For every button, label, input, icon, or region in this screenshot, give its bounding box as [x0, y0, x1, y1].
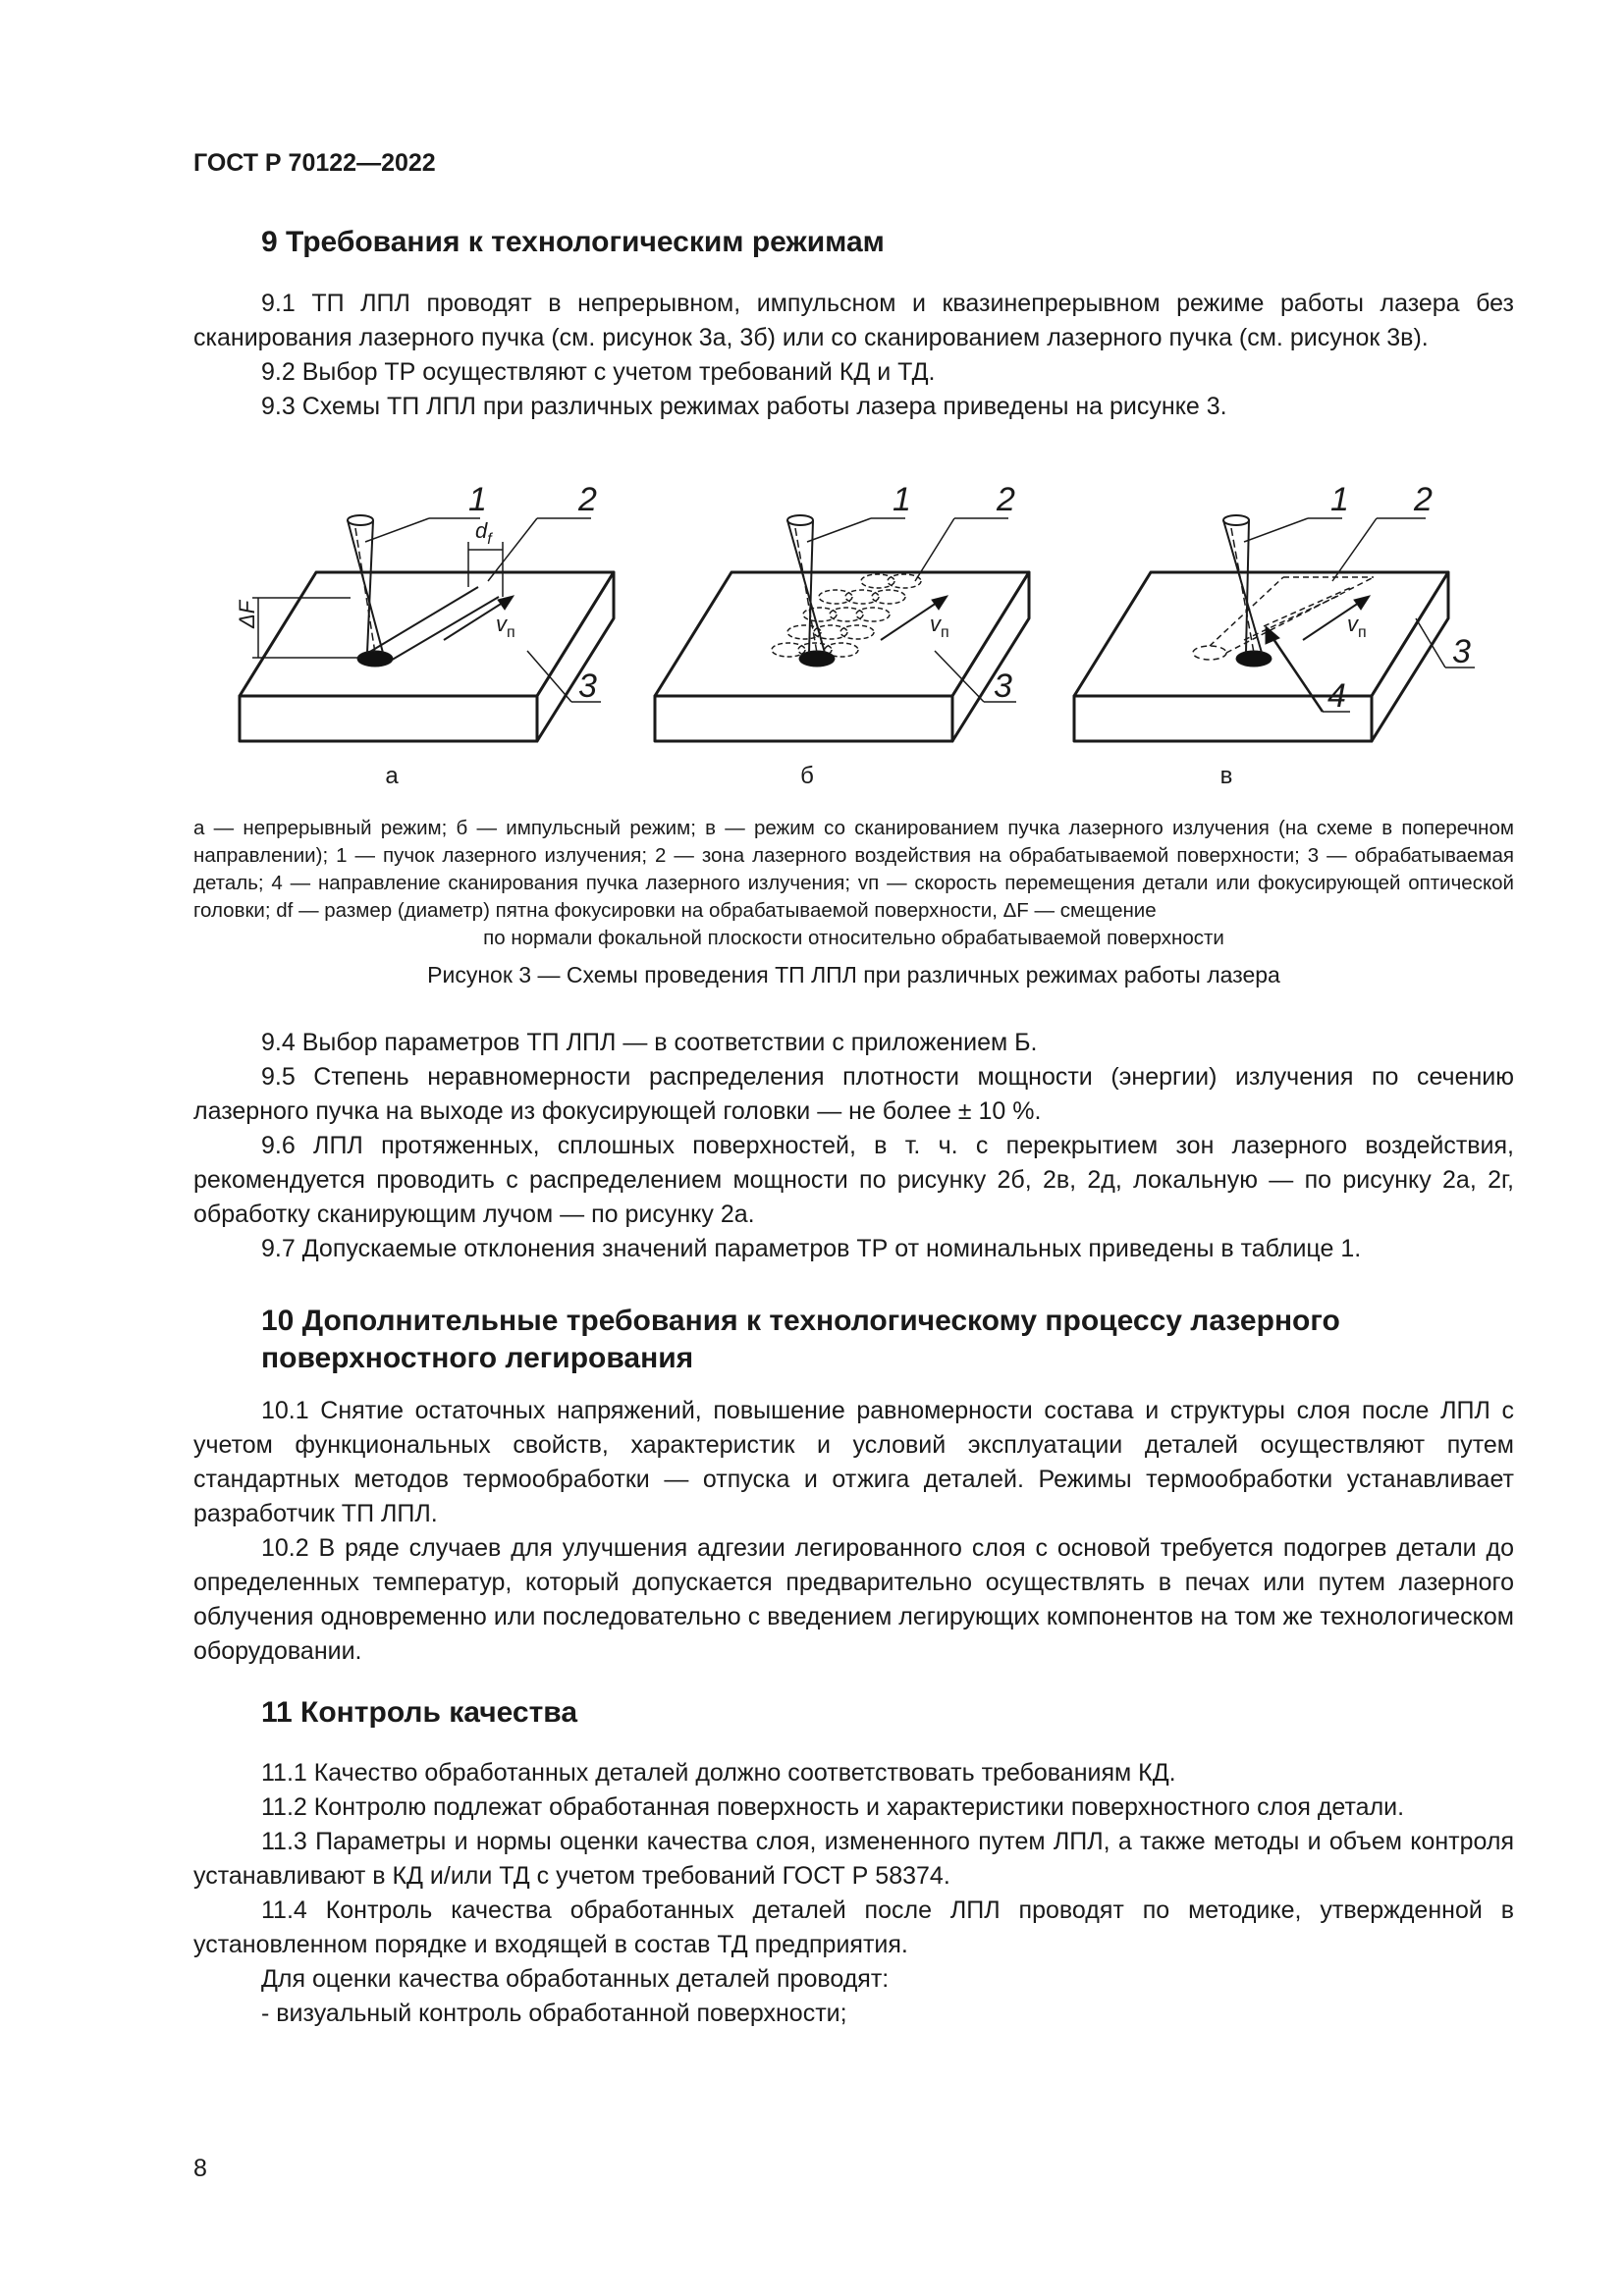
section-11-paragraphs [193, 1756, 1514, 2031]
section-10-title-line-1: 10 Дополнительные требования к технологическому процессу лазерного [261, 1305, 1340, 1337]
section-9-paragraphs-bottom [193, 1026, 1514, 1266]
paragraph-9-3: 9.3 Схемы ТП ЛПЛ при различных режимах работы лазера приведены на рисунке 3. [261, 393, 1227, 420]
paragraph-9-6: 9.6 ЛПЛ протяженных, сплошных поверхностей, в т. ч. с перекрытием зон лазерного воздействия, рекомендуется проводить с распределением мощности по рисунку 2б, 2в, 2д, локальную — по рисунку 2а, 2г, обработку сканирующим лучом — по рисунку 2а. [193, 1132, 1514, 1228]
callout-2-v: 2 [1414, 481, 1433, 518]
df-label: $d_f$ [475, 518, 492, 548]
v-label-b: $v_п$ [930, 612, 949, 641]
v-label-a: $v_п$ [496, 612, 515, 641]
v-label-v: $v_п$ [1347, 612, 1367, 641]
list-item-visual-control: - визуальный контроль обработанной поверхности; [261, 2000, 847, 2027]
callout-4-v: 4 [1327, 677, 1346, 715]
paragraph-11-2: 11.2 Контролю подлежат обработанная поверхность и характеристики поверхностного слоя детали. [261, 1793, 1405, 1821]
delta-f-label: ΔF [235, 600, 259, 628]
callout-3-b: 3 [994, 667, 1012, 705]
paragraph-9-7: 9.7 Допускаемые отклонения значений параметров ТР от номинальных приведены в таблице 1. [261, 1235, 1362, 1262]
panel-label-b: б [800, 763, 814, 789]
paragraph-11-1: 11.1 Качество обработанных деталей должно соответствовать требованиям КД. [261, 1759, 1176, 1787]
callout-3-a: 3 [578, 667, 597, 705]
paragraph-11-3: 11.3 Параметры и нормы оценки качества слоя, измененного путем ЛПЛ, а также методы и объем контроля устанавливают в КД и/или ТД с учетом требований ГОСТ Р 58374. [193, 1828, 1514, 1890]
section-11-title: 11 Контроль качества [261, 1696, 578, 1729]
document-header: ГОСТ Р 70122—2022 [193, 149, 436, 177]
panel-label-a: а [385, 763, 399, 789]
figure-legend [193, 815, 1514, 952]
callout-1-v: 1 [1330, 481, 1349, 518]
figure-3-laser-schemes [193, 471, 1514, 795]
section-9-title: 9 Требования к технологическим режимам [261, 226, 885, 258]
figure-caption: Рисунок 3 — Схемы проведения ТП ЛПЛ при различных режимах работы лазера [427, 962, 1280, 988]
section-10-paragraphs [193, 1394, 1514, 1669]
callout-1-a: 1 [468, 481, 487, 518]
section-9-paragraphs-top [193, 287, 1514, 424]
callout-1-b: 1 [893, 481, 911, 518]
section-10-title [261, 1303, 1340, 1377]
paragraph-10-1: 10.1 Снятие остаточных напряжений, повышение равномерности состава и структуры слоя после ЛПЛ с учетом функциональных свойств, характеристик и условий эксплуатации деталей осуществляют путем стандартных методов термообработки — отпуска и отжига деталей. Режимы термообработки устанавливает разработчик ТП ЛПЛ. [193, 1397, 1514, 1527]
legend-text: а — непрерывный режим; б — импульсный режим; в — режим со сканированием пучка лазерного излучения (на схеме в поперечном направлении); 1 — пучок лазерного излучения; 2 — зона лазерного воздействия на обрабатываемой поверхности; 3 — обрабатываемая деталь; 4 — направление сканирования пучка лазерного излучения; vп — скорость перемещения детали или фокусирующей оптической головки; df — размер (диаметр) пятна фокусировки на обрабатываемой поверхности, ΔF — смещение [193, 817, 1514, 922]
paragraph-11-4: 11.4 Контроль качества обработанных деталей после ЛПЛ проводят по методике, утвержденной в установленном порядке и входящей в состав ТД предприятия. [193, 1896, 1514, 1958]
section-10-title-line-2: поверхностного легирования [261, 1342, 694, 1374]
page-number: 8 [193, 2155, 207, 2182]
paragraph-11-intro: Для оценки качества обработанных деталей проводят: [261, 1965, 890, 1993]
callout-3-v: 3 [1452, 633, 1471, 670]
paragraph-9-5: 9.5 Степень неравномерности распределения плотности мощности (энергии) излучения по сечению лазерного пучка на выходе из фокусирующей головки — не более ± 10 %. [193, 1063, 1514, 1125]
callout-2-b: 2 [997, 481, 1015, 518]
paragraph-10-2: 10.2 В ряде случаев для улучшения адгезии легированного слоя с основой требуется подогрев детали до определенных температур, который допускается предварительно осуществлять в печах или путем лазерного облучения одновременно или последовательно с введением легирующих компонентов на том же технологическом оборудовании. [193, 1534, 1514, 1665]
paragraph-9-4: 9.4 Выбор параметров ТП ЛПЛ — в соответствии с приложением Б. [261, 1029, 1038, 1056]
callout-2-a: 2 [578, 481, 597, 518]
paragraph-9-2: 9.2 Выбор ТР осуществляют с учетом требований КД и ТД. [261, 358, 936, 386]
legend-text-last-line: по нормали фокальной плоскости относительно обрабатываемой поверхности [483, 927, 1224, 949]
panel-label-v: в [1219, 763, 1233, 789]
paragraph-9-1: 9.1 ТП ЛПЛ проводят в непрерывном, импульсном и квазинепрерывном режиме работы лазера без сканирования лазерного пучка (см. рисунок 3а, 3б) или со сканированием лазерного пучка (см. рисунок 3в). [193, 290, 1514, 351]
